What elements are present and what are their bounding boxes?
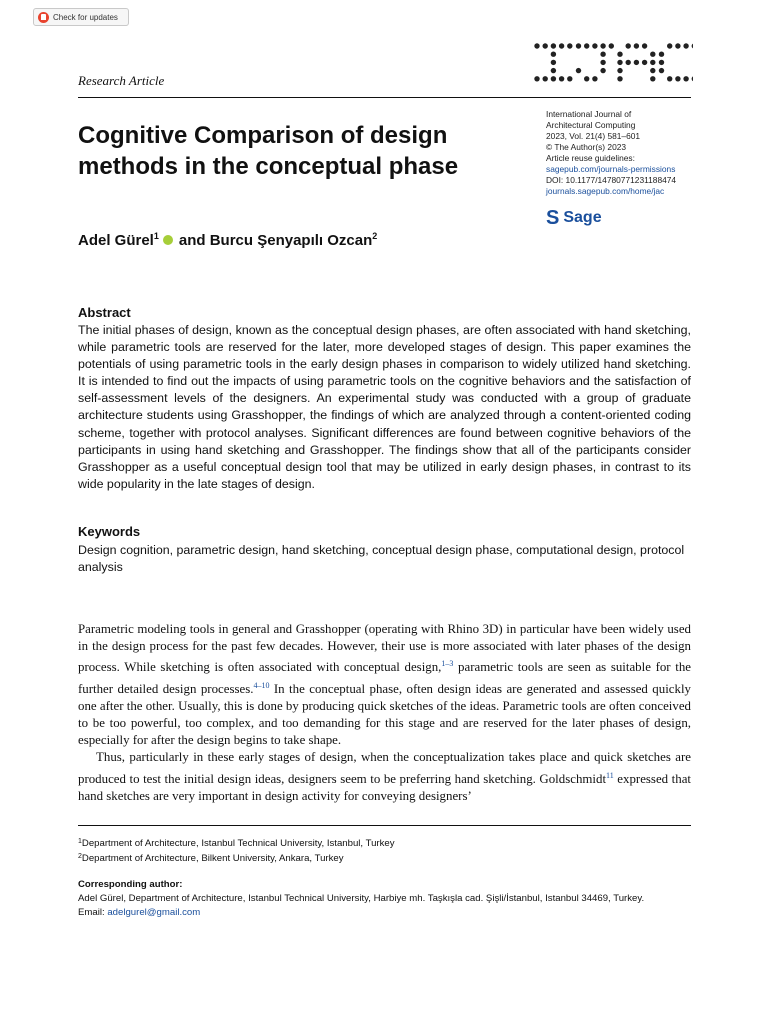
logo-dot (634, 43, 639, 48)
logo-dot (634, 60, 639, 65)
article-type: Research Article (78, 73, 165, 88)
journal-name-line1: International Journal of (546, 109, 632, 119)
logo-dot (592, 76, 597, 81)
author-name: Burcu Şenyapılı Ozcan (209, 232, 373, 249)
publisher-name: Sage (563, 209, 602, 226)
author-list (78, 231, 377, 249)
body-text-run: expressed that hand sketches are very important in design activity for conveying designers’ (78, 771, 691, 803)
logo-dot (617, 60, 622, 65)
logo-dot (559, 43, 564, 48)
corresponding-author-details (78, 892, 698, 920)
corresponding-address: Adel Gürel, Department of Architecture, Istanbul Technical University, Harbiye mh. Taşkışla cad. Şişli/İstanbul, Istanbul 34469, Turkey. (78, 893, 645, 904)
logo-dot (559, 76, 564, 81)
logo-dot (617, 76, 622, 81)
logo-dot (567, 43, 572, 48)
logo-dot (551, 52, 556, 57)
corresponding-author-heading: Corresponding author: (78, 879, 183, 890)
sage-icon: S (546, 207, 560, 229)
logo-dot (543, 43, 548, 48)
affiliation-footnote (78, 850, 344, 865)
permissions-link[interactable]: sagepub.com/journals-permissions (546, 164, 676, 174)
logo-dot (683, 43, 688, 48)
logo-dot (600, 43, 605, 48)
body-text-run: parametric tools are seen as suitable for the further detailed design processes. (78, 660, 691, 696)
logo-dot (659, 60, 664, 65)
journal-name-line2: Architectural Computing (546, 120, 636, 130)
logo-dot (576, 68, 581, 73)
logo-dot (626, 60, 631, 65)
logo-dot (659, 52, 664, 57)
journal-home-link[interactable]: journals.sagepub.com/home/jac (546, 186, 665, 196)
keywords-text: Design cognition, parametric design, hand sketching, conceptual design phase, computational design, protocol analysis (78, 543, 685, 575)
logo-dot (617, 68, 622, 73)
check-for-updates-label: Check for updates (53, 12, 118, 22)
keywords-heading: Keywords (78, 524, 141, 539)
logo-dot (551, 43, 556, 48)
body-text-run: In the conceptual phase, often design ideas are generated and assessed quickly one after the other. Usually, this is done by producing quick sketches of the ideas. Parametric tools are often conceived to be too powerful, too complex, and too demanding for this stage and are reserved for the later phases of design, especially for after the design begins to take shape. (78, 681, 691, 748)
logo-dot (584, 76, 589, 81)
affiliation-marker: 2 (372, 231, 378, 241)
logo-dot (675, 76, 680, 81)
logo-dot (650, 68, 655, 73)
logo-dot (659, 68, 664, 73)
footnote-text: Department of Architecture, Bilkent University, Ankara, Turkey (81, 853, 344, 864)
body-text (78, 621, 691, 805)
body-paragraph (78, 621, 691, 749)
abstract-heading: Abstract (78, 305, 131, 320)
logo-dot (609, 43, 614, 48)
logo-dot (650, 52, 655, 57)
logo-dot (692, 43, 693, 48)
logo-dot (551, 68, 556, 73)
journal-logo-text: IJAC (533, 42, 536, 43)
logo-dot (543, 76, 548, 81)
check-for-updates-button[interactable] (33, 8, 129, 26)
journal-volume: 2023, Vol. 21(4) 581–601 (546, 131, 641, 141)
corresponding-email-row (78, 906, 698, 920)
body-paragraph (78, 749, 691, 805)
affiliation-marker: 1 (153, 231, 159, 241)
footnote-marker: 2 (78, 853, 82, 860)
logo-dot (534, 43, 539, 48)
journal-copyright: © The Author(s) 2023 (546, 142, 627, 152)
logo-dot (600, 52, 605, 57)
logo-dot (600, 68, 605, 73)
email-label: Email: (78, 907, 105, 918)
citation-link[interactable]: 4–10 (253, 680, 270, 690)
logo-dot (692, 76, 693, 81)
logo-dot (617, 52, 622, 57)
logo-dot (567, 76, 572, 81)
logo-dot (626, 43, 631, 48)
journal-logo (533, 42, 693, 88)
logo-dot (642, 60, 647, 65)
header-divider (78, 97, 691, 98)
logo-dot (576, 43, 581, 48)
logo-dot (667, 43, 672, 48)
citation-link[interactable]: 11 (606, 770, 614, 780)
email-link[interactable]: adelgurel@gmail.com (107, 907, 201, 918)
doi: DOI: 10.1177/14780771231188474 (546, 175, 677, 185)
logo-dot (534, 76, 539, 81)
logo-dot (600, 60, 605, 65)
logo-dot (584, 43, 589, 48)
article-title: Cognitive Comparison of design methods in the conceptual phase (78, 122, 459, 180)
logo-dot (683, 76, 688, 81)
logo-dot (650, 60, 655, 65)
logo-dot (650, 76, 655, 81)
footnote-marker: 1 (78, 838, 82, 845)
update-icon (38, 12, 49, 23)
body-text-run: Thus, particularly in these early stages of design, when the conceptualization takes place and quick sketches are produced to test the initial design ideas, designers seem to be preferring hand sketching. Goldschmidt (78, 750, 691, 786)
affiliation-footnote (78, 835, 395, 850)
logo-dot (551, 60, 556, 65)
publisher-logo (546, 208, 602, 228)
reuse-guidelines: Article reuse guidelines: (546, 153, 635, 163)
body-text-run: Parametric modeling tools in general and Grasshopper (operating with Rhino 3D) in particular have been widely used in the design process for the past few decades. However, their use is more associated with later phases of the design process. While sketching is often associated with conceptual design, (78, 622, 691, 675)
logo-dot (551, 76, 556, 81)
citation-link[interactable]: 1–3 (441, 659, 454, 669)
author-joiner: and (178, 232, 206, 249)
logo-dot (675, 43, 680, 48)
footnote-text: Department of Architecture, Istanbul Technical University, Istanbul, Turkey (81, 838, 395, 849)
journal-info (546, 109, 706, 197)
logo-dot (592, 43, 597, 48)
orcid-icon[interactable] (163, 235, 173, 245)
logo-dot (667, 76, 672, 81)
footnote-divider (78, 825, 691, 826)
author-name: Adel Gürel (78, 232, 154, 249)
abstract-text: The initial phases of design, known as the conceptual design phases, are often associated with hand sketching, while parametric tools are reserved for the later, more developed stages of design. This paper examines the potentials of using parametric tools in the early design phases in comparison to widely utilized hand sketching. It is intended to find out the impacts of using parametric tools on the cognitive behaviors and the satisfaction of self-assessment levels of the designers. An experimental study was conducted with a group of graduate architecture students using Grasshopper, the findings of which are analyzed through a content-oriented coding scheme, together with protocol analyses. Significant differences are found between cognitive behaviors of the participants in using hand sketching and Grasshopper. The findings show that all of the participants consider Grasshopper as a useful conceptual design tool that may be utilized in early design phases, in contrast to its wide popularity in the late stages of design. (78, 323, 691, 491)
logo-dot (642, 43, 647, 48)
